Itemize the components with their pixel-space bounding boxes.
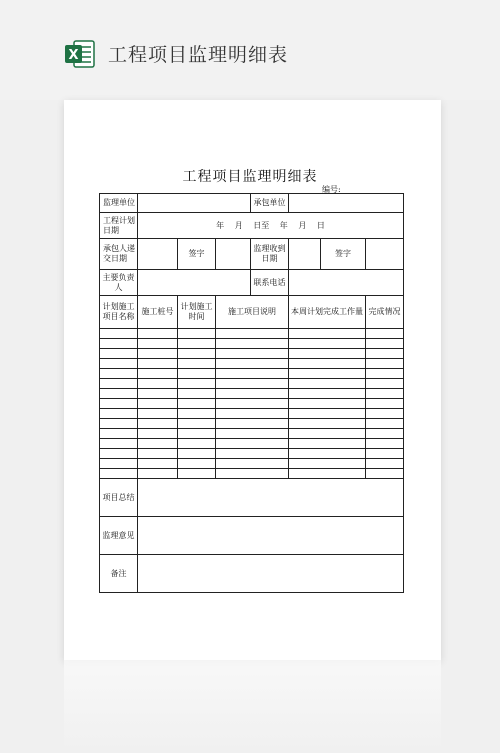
table-row	[100, 429, 404, 439]
table-cell[interactable]	[178, 379, 216, 389]
column-header: 计划施工时间	[178, 296, 216, 329]
table-row	[100, 329, 404, 339]
table-cell[interactable]	[100, 369, 138, 379]
serial-number-label: 编号:	[322, 185, 341, 194]
table-cell[interactable]	[138, 369, 178, 379]
table-cell[interactable]	[366, 359, 404, 369]
opinion-value[interactable]	[138, 517, 404, 555]
table-row	[100, 469, 404, 479]
table-cell[interactable]	[138, 469, 178, 479]
table-cell[interactable]	[100, 419, 138, 429]
column-header: 完成情况	[366, 296, 404, 329]
excel-icon-letter: X	[68, 48, 79, 63]
table-cell[interactable]	[138, 459, 178, 469]
table-cell[interactable]	[100, 359, 138, 369]
table-row	[100, 349, 404, 359]
remark-label: 备注	[100, 555, 138, 593]
table-cell[interactable]	[216, 339, 289, 349]
table-cell[interactable]	[100, 429, 138, 439]
table-cell[interactable]	[366, 459, 404, 469]
table-row	[100, 339, 404, 349]
header	[0, 0, 500, 100]
table-cell[interactable]	[216, 329, 289, 339]
table-cell[interactable]	[289, 389, 366, 399]
table-cell[interactable]	[138, 349, 178, 359]
table-cell[interactable]	[100, 469, 138, 479]
table-cell[interactable]	[289, 429, 366, 439]
table-cell[interactable]	[178, 449, 216, 459]
table-cell[interactable]	[138, 449, 178, 459]
table-row	[100, 409, 404, 419]
table-cell[interactable]	[366, 399, 404, 409]
table-cell[interactable]	[366, 379, 404, 389]
table-cell[interactable]	[100, 439, 138, 449]
summary-label: 项目总结	[100, 479, 138, 517]
table-row	[100, 389, 404, 399]
main-person-value[interactable]	[138, 270, 251, 296]
table-cell[interactable]	[100, 399, 138, 409]
table-cell[interactable]	[366, 329, 404, 339]
table-cell[interactable]	[138, 389, 178, 399]
table-cell[interactable]	[289, 359, 366, 369]
table-cell[interactable]	[289, 409, 366, 419]
table-cell[interactable]	[289, 399, 366, 409]
table-cell[interactable]	[178, 439, 216, 449]
table-cell[interactable]	[138, 409, 178, 419]
table-cell[interactable]	[178, 369, 216, 379]
table-cell[interactable]	[138, 379, 178, 389]
summary-value[interactable]	[138, 479, 404, 517]
column-header: 施工项目说明	[216, 296, 289, 329]
table-cell[interactable]	[366, 449, 404, 459]
table-cell[interactable]	[178, 429, 216, 439]
table-cell[interactable]	[100, 379, 138, 389]
supervision-unit-value[interactable]	[138, 194, 251, 213]
table-cell[interactable]	[216, 349, 289, 359]
table-cell[interactable]	[289, 329, 366, 339]
table-cell[interactable]	[100, 329, 138, 339]
table-row	[100, 359, 404, 369]
table-cell[interactable]	[289, 339, 366, 349]
table-cell[interactable]	[289, 459, 366, 469]
table-cell[interactable]	[138, 329, 178, 339]
table-cell[interactable]	[216, 439, 289, 449]
submit-date-label: 承包人递交日期	[100, 239, 138, 270]
table-cell[interactable]	[289, 449, 366, 459]
table-cell[interactable]	[178, 359, 216, 369]
remark-value[interactable]	[138, 555, 404, 593]
table-row	[100, 459, 404, 469]
table-cell[interactable]	[216, 399, 289, 409]
data-rows	[100, 329, 404, 479]
table-cell[interactable]	[178, 409, 216, 419]
table-cell[interactable]	[366, 429, 404, 439]
contact-phone-label: 联系电话	[251, 270, 289, 296]
table-cell[interactable]	[178, 419, 216, 429]
table-cell[interactable]	[216, 359, 289, 369]
opinion-label: 监理意见	[100, 517, 138, 555]
table-cell[interactable]	[366, 409, 404, 419]
table-cell[interactable]	[178, 459, 216, 469]
table-cell[interactable]	[178, 469, 216, 479]
table-cell[interactable]	[178, 389, 216, 399]
submit-date-value[interactable]	[138, 239, 178, 270]
table-cell[interactable]	[289, 349, 366, 359]
supervision-unit-label: 监理单位	[100, 194, 138, 213]
receive-date-value[interactable]	[289, 239, 321, 270]
sign-label-2: 签字	[321, 239, 366, 270]
table-row	[100, 369, 404, 379]
table-cell[interactable]	[100, 459, 138, 469]
table-cell[interactable]	[289, 379, 366, 389]
table-cell[interactable]	[178, 329, 216, 339]
table-cell[interactable]	[138, 359, 178, 369]
table-row	[100, 379, 404, 389]
table-cell[interactable]	[216, 409, 289, 419]
table-cell[interactable]	[289, 469, 366, 479]
table-row	[100, 439, 404, 449]
table-cell[interactable]	[366, 439, 404, 449]
table-row	[100, 399, 404, 409]
app-title: 工程项目监理明细表	[108, 44, 289, 66]
table-cell[interactable]	[138, 439, 178, 449]
table-cell[interactable]	[216, 419, 289, 429]
main-person-label: 主要负责人	[100, 270, 138, 296]
table-cell[interactable]	[138, 339, 178, 349]
table-cell[interactable]	[216, 469, 289, 479]
table-cell[interactable]	[366, 339, 404, 349]
sign-label-1: 签字	[178, 239, 216, 270]
plan-date-label: 工程计划日期	[100, 213, 138, 239]
table-cell[interactable]	[100, 349, 138, 359]
table-cell[interactable]	[289, 419, 366, 429]
supervision-form-table	[99, 193, 404, 593]
table-cell[interactable]	[216, 459, 289, 469]
table-cell[interactable]	[366, 389, 404, 399]
table-cell[interactable]	[366, 369, 404, 379]
table-row	[100, 449, 404, 459]
table-cell[interactable]	[138, 419, 178, 429]
table-row	[100, 419, 404, 429]
sign-value-2[interactable]	[366, 239, 404, 270]
table-cell[interactable]	[289, 439, 366, 449]
contractor-unit-value[interactable]	[289, 194, 404, 213]
column-header: 本周计划完成工作量	[289, 296, 366, 329]
table-cell[interactable]	[216, 429, 289, 439]
table-cell[interactable]	[216, 449, 289, 459]
table-cell[interactable]	[178, 399, 216, 409]
sign-value-1[interactable]	[216, 239, 251, 270]
column-header: 施工桩号	[138, 296, 178, 329]
contractor-unit-label: 承包单位	[251, 194, 289, 213]
document-title: 工程项目监理明细表	[182, 169, 318, 185]
contact-phone-value[interactable]	[289, 270, 404, 296]
table-cell[interactable]	[100, 339, 138, 349]
receive-date-label: 监理收到日期	[251, 239, 289, 270]
table-cell[interactable]	[366, 419, 404, 429]
table-cell[interactable]	[178, 349, 216, 359]
table-cell[interactable]	[366, 469, 404, 479]
date-range: 年 月 日至 年 月 日	[138, 213, 404, 239]
table-cell[interactable]	[100, 389, 138, 399]
column-header: 计划施工项目名称	[100, 296, 138, 329]
table-cell[interactable]	[366, 349, 404, 359]
table-cell[interactable]	[289, 369, 366, 379]
table-cell[interactable]	[178, 339, 216, 349]
table-cell[interactable]	[216, 369, 289, 379]
table-cell[interactable]	[138, 429, 178, 439]
table-cell[interactable]	[216, 379, 289, 389]
excel-icon	[64, 38, 96, 70]
table-cell[interactable]	[138, 399, 178, 409]
table-cell[interactable]	[100, 449, 138, 459]
page-reflection	[64, 660, 441, 753]
table-cell[interactable]	[100, 409, 138, 419]
table-cell[interactable]	[216, 389, 289, 399]
